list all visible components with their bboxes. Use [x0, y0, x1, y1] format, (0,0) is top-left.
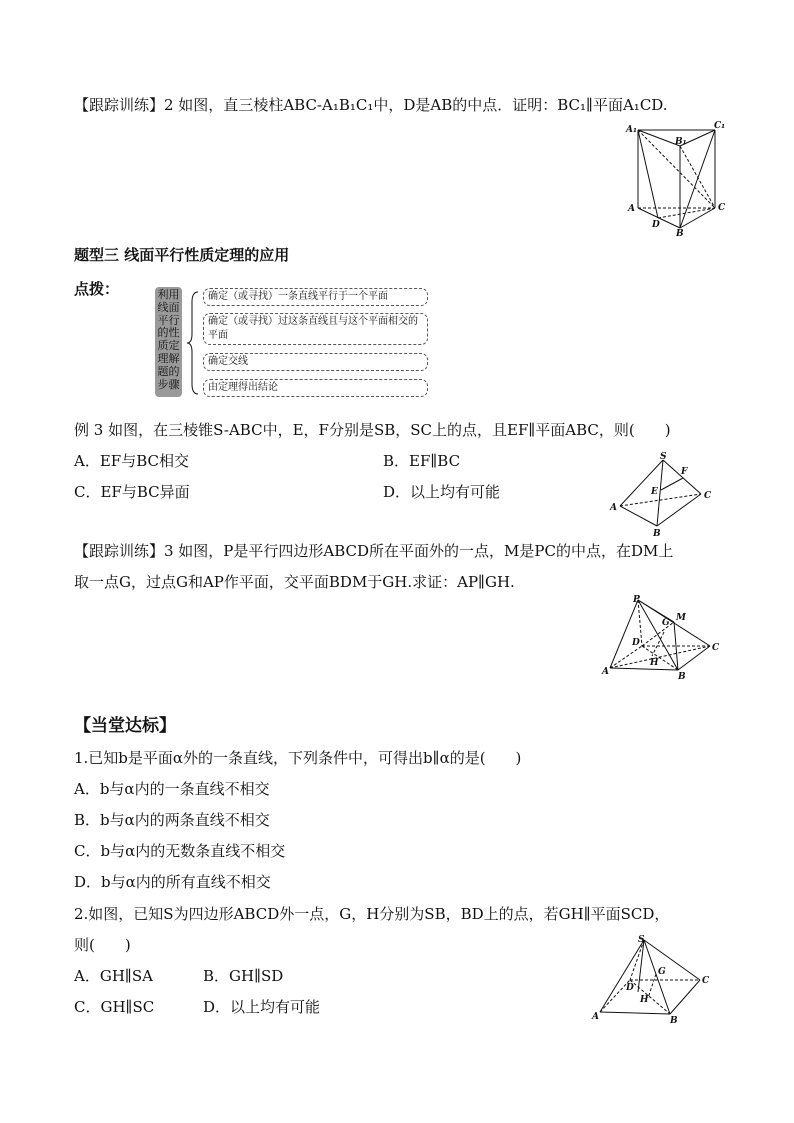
pyramid-figure [605, 450, 725, 540]
label-D: D [626, 983, 634, 993]
label-D: D [652, 220, 660, 230]
label-A1: A₁ [626, 125, 637, 135]
section3-title: 题型三 线面平行性质定理的应用 [74, 246, 290, 264]
label-M: M [676, 613, 686, 623]
label-F: F [681, 467, 688, 477]
tip-step-3: 确定交线 [203, 353, 428, 371]
label-B: B [678, 672, 686, 682]
q2-option-d: D．以上均有可能 [203, 998, 321, 1016]
label-C: C [704, 491, 712, 501]
label-B: B [670, 1016, 678, 1024]
example3-option-a: A．EF与BC相交 [74, 452, 189, 470]
label-E: E [651, 487, 658, 497]
label-D: D [632, 638, 640, 648]
tip-char: 利 [157, 288, 169, 301]
q2-option-b: B．GH∥SD [203, 967, 284, 985]
label-A: A [610, 503, 617, 513]
tip-char: 线 [157, 300, 169, 314]
tip-step-4: 由定理得出结论 [203, 379, 428, 397]
tip-char: 的 [157, 326, 169, 340]
label-C1: C₁ [714, 121, 726, 131]
example3-option-d: D．以上均有可能 [383, 483, 501, 501]
q2-stem-line2: 则( ) [74, 936, 131, 954]
tip-char: 定 [168, 339, 180, 353]
q1-option-c: C．b与α内的无数条直线不相交 [74, 842, 286, 860]
prism-figure [620, 120, 730, 240]
q2-option-c: C．GH∥SC [74, 998, 155, 1016]
label-B: B [676, 229, 684, 239]
tip-char: 步 [157, 377, 169, 391]
label-A: A [592, 1012, 599, 1022]
follow3-line2: 取一点G，过点G和AP作平面，交平面BDM于GH.求证：AP∥GH. [74, 573, 515, 591]
example3-question: 例 3 如图，在三棱锥S-ABC中，E，F分别是SB，SC上的点，且EF∥平面ABC，则( ) [74, 421, 671, 439]
brace-icon [186, 290, 200, 396]
tip-char: 平 [157, 313, 169, 327]
q2-option-a: A．GH∥SA [74, 967, 153, 985]
q1-option-a: A．b与α内的一条直线不相交 [74, 780, 270, 798]
label-C: C [702, 976, 710, 986]
q1-option-b: B．b与α内的两条直线不相交 [74, 811, 270, 829]
tip-step-1: 确定（或寻找）一条直线平行于一个平面 [203, 288, 428, 306]
label-C: C [718, 203, 726, 213]
label-C: C [712, 643, 720, 653]
label-G: G [658, 967, 666, 977]
label-S: S [638, 935, 645, 945]
tip-char: 的 [168, 364, 180, 378]
label-G: G [662, 618, 670, 628]
tip-char: 质 [157, 339, 169, 353]
q1-option-d: D．b与α内的所有直线不相交 [74, 873, 271, 891]
tip-char: 用 [168, 288, 180, 301]
label-S: S [660, 452, 667, 462]
follow3-line1: 【跟踪训练】3 如图，P是平行四边形ABCD所在平面外的一点，M是PC的中点，在DM上 [74, 542, 674, 560]
practice-title: 【当堂达标】 [74, 716, 176, 736]
tip-char: 骤 [168, 377, 180, 391]
tip-char: 理 [157, 351, 169, 365]
q1-stem: 1.已知b是平面α外的一条直线，下列条件中，可得出b∥α的是( ) [74, 749, 522, 767]
example3-option-c: C．EF与BC异面 [74, 483, 190, 501]
tip-char: 面 [168, 300, 180, 314]
label-B: B [653, 529, 661, 539]
quadrilateral-pyramid-figure [590, 932, 720, 1024]
q2-stem-line1: 2.如图，已知S为四边形ABCD外一点，G，H分别为SB，BD上的点，若GH∥平面SCD， [74, 905, 670, 923]
label-P: P [633, 595, 640, 605]
label-A: A [628, 204, 635, 214]
label-A: A [602, 667, 609, 677]
tip-char: 性 [168, 326, 180, 340]
tip-box-text [155, 289, 182, 391]
follow2-text: 【跟踪训练】2 如图，直三棱柱ABC-A₁B₁C₁中，D是AB的中点．证明：BC₁∥平面A₁CD. [74, 96, 668, 114]
tip-step-2: 确定（或寻找）过这条直线且与这个平面相交的平面 [203, 313, 428, 345]
label-H: H [650, 658, 659, 668]
tip-char: 题 [157, 364, 169, 378]
tip-label: 点拨： [74, 280, 120, 298]
tip-char: 行 [168, 313, 180, 327]
label-H: H [640, 995, 649, 1005]
parallelogram-pyramid-figure [598, 592, 728, 682]
label-B1: B₁ [675, 137, 687, 147]
tip-char: 解 [168, 351, 180, 365]
example3-option-b: B．EF∥BC [383, 452, 461, 470]
